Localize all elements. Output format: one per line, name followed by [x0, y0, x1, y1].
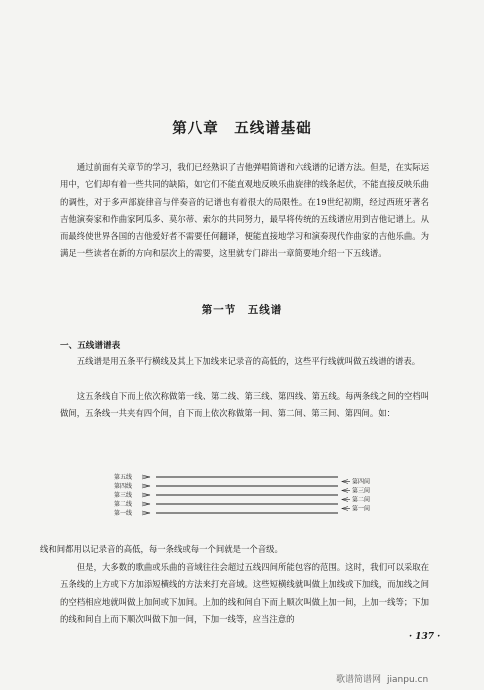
chapter-title: 第八章 五线谱基础: [172, 121, 312, 137]
label-space-1: 第一间: [352, 505, 371, 513]
label-line-4: 第四线: [114, 483, 133, 490]
watermark-url: jianpu.cn: [387, 675, 429, 685]
label-line-1: 第一线: [114, 510, 133, 517]
subsection-title: 一、五线谱谱表: [60, 341, 121, 351]
section-title: 第一节 五线谱: [201, 304, 283, 316]
page-number: · 137 ·: [409, 632, 441, 642]
staff-figure: [112, 470, 382, 520]
watermark: [336, 672, 428, 685]
paragraph-ledger-lines: 但是，大多数的歌曲或乐曲的音域往往会超过五线四间所能包容的范围。这时，我们可以采取在五条线的上方或下方加添短横线的方法来打充音域。这些短横线就叫做上加线或下加线，而加线之间的空档相应地就叫做上加间或下加间。上加的线和间自下而上顺次叫做上加一间，上加一线等；下加的线和间自上而下顺次叫做下加一间，下加一线等，应当注意的: [60, 562, 429, 624]
label-space-2: 第二间: [352, 496, 371, 504]
label-line-2: 第二线: [114, 501, 133, 508]
paragraph-staff-definition: 五线谱是用五条平行横线及其上下加线来记录音的高低的，这些平行线就叫做五线谱的谱表。: [76, 356, 421, 366]
label-space-4: 第四间: [352, 478, 371, 486]
intro-paragraph: 通过前面有关章节的学习，我们已经熟识了吉他弹唱简谱和六线谱的记谱方法。但是，在实际运用中，它们却有着一些共同的缺陷，如它们不能直观地反映乐曲旋律的线条起伏，不能直接反映乐曲的调性，对于多声部旋律音与伴奏音的记谱也有着很大的局限性。在19世纪初期，经过西班牙著名吉他演奏家和作曲家阿瓜多、莫尔蒂、索尔的共同努力，最早将传统的五线谱应用到吉他记谱上。从而最终使世界各国的吉他爱好者不需要任何翻译，便能直接地学习和演奏现代作曲家的吉他乐曲。为满足一些读者在新的方向和层次上的需要，这里就专门辟出一章简要地介绍一下五线谱。: [60, 162, 429, 259]
paragraph-lines-and-spaces: 这五条线自下而上依次称做第一线、第二线、第三线、第四线、第五线。每两条线之间的空档叫做间，五条线一共夹有四个间，自下而上依次称做第一间、第二间、第三间、第四间。如：: [60, 391, 429, 419]
paragraph-pitch-levels: 线和间都用以记录音的高低，每一条线或每一个间就是一个音级。: [40, 544, 283, 554]
label-line-5: 第五线: [114, 474, 133, 481]
label-line-3: 第三线: [114, 492, 133, 499]
label-space-3: 第三间: [352, 487, 371, 495]
watermark-site-name: 歌谱简谱网: [336, 675, 382, 685]
